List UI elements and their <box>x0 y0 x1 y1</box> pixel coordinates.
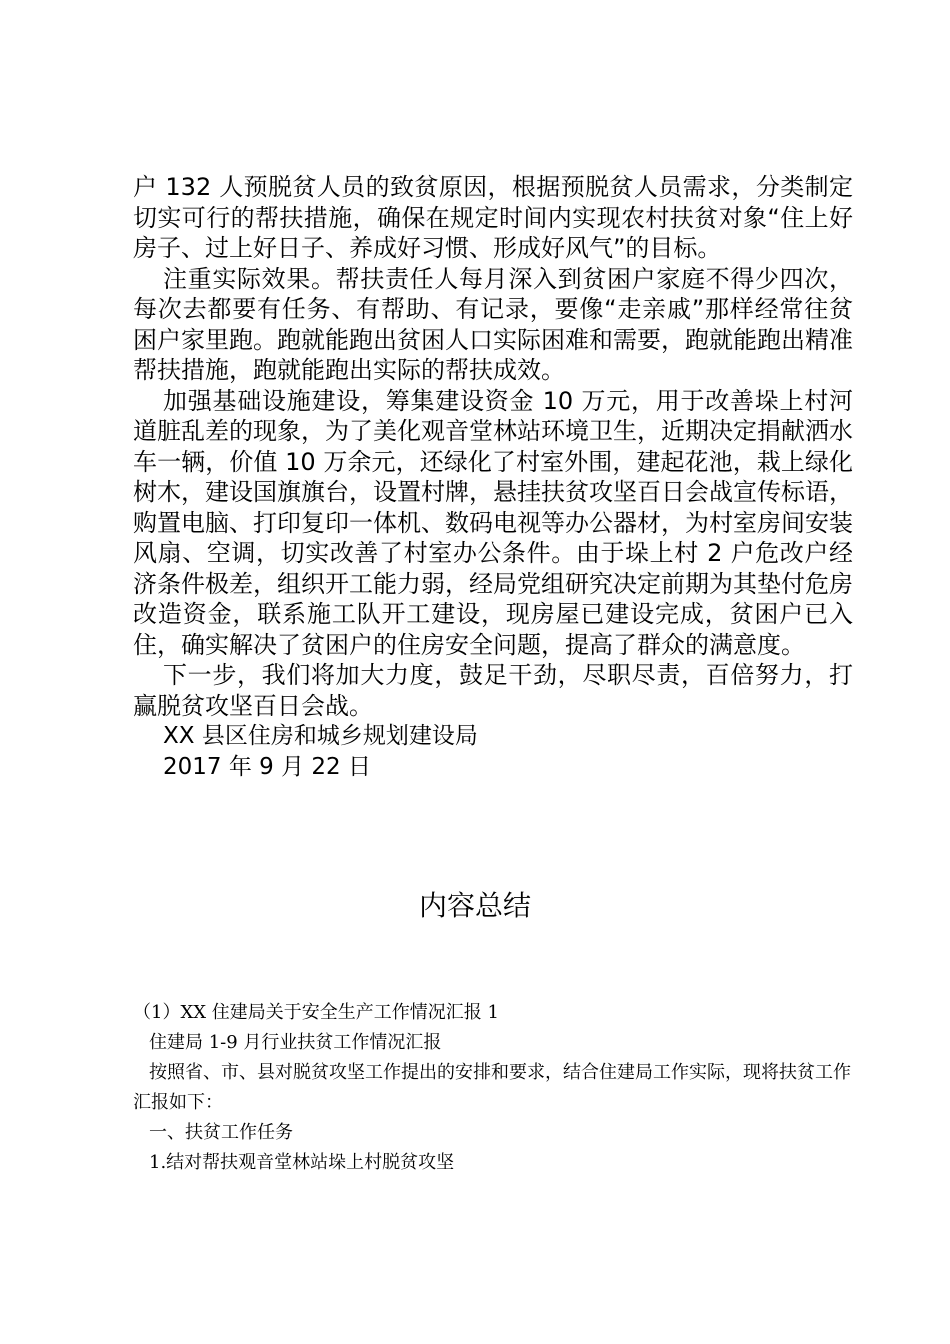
report-body <box>133 172 853 782</box>
summary-line: 住建局 1-9 月行业扶贫工作情况汇报 <box>149 1032 442 1053</box>
summary-section <box>133 998 853 1178</box>
body-paragraph: 户 132 人预脱贫人员的致贫原因，根据预脱贫人员需求，分类制定切实可行的帮扶措施，确保在规定时间内实现农村扶贫对象“住上好房子、过上好日子、养成好习惯、形成好风气”的目标。 <box>133 173 853 262</box>
body-paragraph: 下一步，我们将加大力度，鼓足干劲，尽职尽责，百倍努力，打赢脱贫攻坚百日会战。 <box>133 661 853 720</box>
body-paragraph: 加强基础设施建设，筹集建设资金 10 万元，用于改善垛上村河道脏乱差的现象，为了美化观音堂林站环境卫生，近期决定捐献洒水车一辆，价值 10 万余元，还绿化了村室外围，建起花池，栽上绿化树木，建设国旗旗台，设置村牌，悬挂扶贫攻坚百日会战宣传标语，购置电脑、打印复印一体机、数码电视等办公器材，为村室房间安装风扇、空调，切实改善了村室办公条件。由于垛上村 2 户危改户经济条件极差，组织开工能力弱，经局党组研究决定前期为其垫付危房改造资金，联系施工队开工建设，现房屋已建设完成，贫困户已入住，确实解决了贫困户的住房安全问题，提高了群众的满意度。 <box>133 386 853 659</box>
summary-title: 内容总结 <box>418 889 531 922</box>
summary-line: 一、扶贫工作任务 <box>149 1122 293 1143</box>
summary-line: （1）XX 住建局关于安全生产工作情况汇报 1 <box>133 1002 499 1023</box>
body-paragraph: 注重实际效果。帮扶责任人每月深入到贫困户家庭不得少四次，每次去都要有任务、有帮助、有记录，要像“走亲戚”那样经常往贫困户家里跑。跑就能跑出贫困人口实际困难和需要，跑就能跑出精准帮扶措施，跑就能跑出实际的帮扶成效。 <box>133 264 853 384</box>
signature-date: 2017 年 9 月 22 日 <box>163 753 371 780</box>
signature-organization: XX 县区住房和城乡规划建设局 <box>163 723 478 749</box>
summary-line: 按照省、市、县对脱贫攻坚工作提出的安排和要求，结合住建局工作实际，现将扶贫工作汇报如下： <box>133 1062 851 1113</box>
summary-line: 1.结对帮扶观音堂林站垛上村脱贫攻坚 <box>149 1152 455 1173</box>
